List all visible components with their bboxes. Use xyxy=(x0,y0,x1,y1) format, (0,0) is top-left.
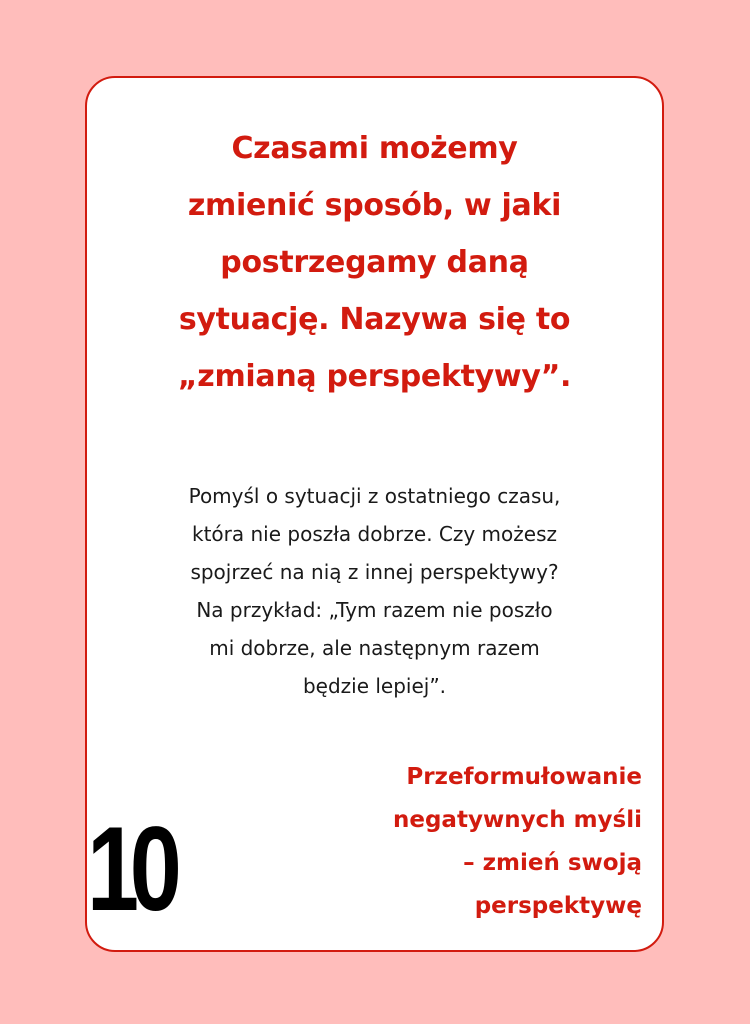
body-line: mi dobrze, ale następnym razem xyxy=(209,636,540,660)
body-line: Pomyśl o sytuacji z ostatniego czasu, xyxy=(188,484,561,508)
headline-line: „zmianą perspektywy”. xyxy=(177,359,572,394)
subtitle-line: – zmień swoją xyxy=(463,850,642,876)
subtitle-line: perspektywę xyxy=(474,893,642,919)
body-line: Na przykład: „Tym razem nie poszło xyxy=(196,598,553,622)
body-line: będzie lepiej”. xyxy=(302,674,447,698)
card-body-text xyxy=(87,477,662,705)
card-number: 10 xyxy=(87,802,173,936)
exercise-card xyxy=(85,76,664,952)
subtitle-line: Przeformułowanie xyxy=(406,764,642,790)
headline-line: sytuację. Nazywa się to xyxy=(178,302,571,337)
headline-line: postrzegamy daną xyxy=(220,245,529,280)
headline-line: zmienić sposób, w jaki xyxy=(187,188,562,223)
card-subtitle xyxy=(393,756,642,928)
headline-line: Czasami możemy xyxy=(231,131,518,166)
body-line: spojrzeć na nią z innej perspektywy? xyxy=(190,560,559,584)
subtitle-line: negatywnych myśli xyxy=(393,807,642,833)
body-line: która nie poszła dobrze. Czy możesz xyxy=(192,522,557,546)
card-headline xyxy=(87,120,662,405)
